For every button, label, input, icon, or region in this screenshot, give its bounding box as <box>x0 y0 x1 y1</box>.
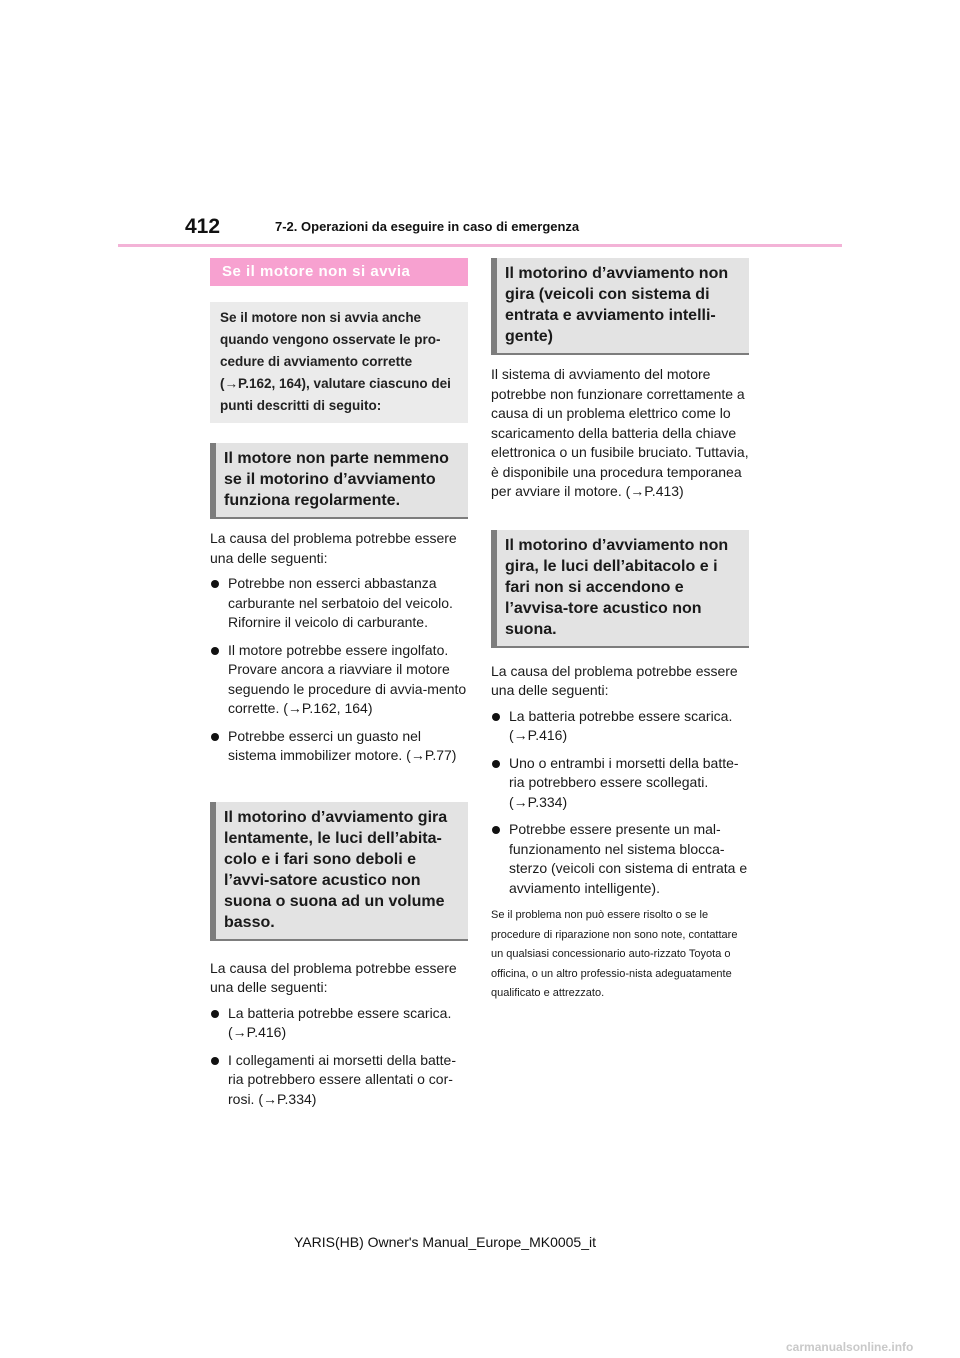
section-header: 7-2. Operazioni da eseguire in caso di emergenza <box>275 219 580 234</box>
bullet-icon <box>211 1057 219 1065</box>
intro-box: Se il motore non si avvia anche quando vengono osservate le pro-cedure di avviamento corrette (→P.162, 164), valutare ciascuno dei punti descritti di seguito: <box>210 302 468 423</box>
list-item: Potrebbe essere presente un mal-funzionamento nel sistema blocca-sterzo (veicoli con sistema di entrata e avviamento intelligente). <box>491 820 749 898</box>
bullet-icon <box>211 580 219 588</box>
bullet-icon <box>492 826 500 834</box>
list-item: La batteria potrebbe essere scarica. (→P.416) <box>210 1004 468 1043</box>
s1-lead: La causa del problema potrebbe essere una delle seguenti: <box>210 530 457 566</box>
s1-bullet-list <box>210 574 468 766</box>
s4-bullet-list <box>491 707 749 899</box>
list-item: Potrebbe esserci un guasto nel sistema immobilizer motore. (→P.77) <box>210 727 468 766</box>
s4-lead: La causa del problema potrebbe essere una delle seguenti: <box>491 662 738 698</box>
list-item: Uno o entrambi i morsetti della batte-ria potrebbero essere scollegati. (→P.334) <box>491 754 749 813</box>
s2-bullet-list <box>210 1004 468 1110</box>
right-column <box>491 258 749 1004</box>
bullet-icon <box>211 1010 219 1018</box>
bullet-icon <box>211 733 219 741</box>
bullet-icon <box>492 713 500 721</box>
heading-engine-not-starting: Il motore non parte nemmeno se il motorino d’avviamento funziona regolarmente. <box>210 443 468 519</box>
bullet-icon <box>211 647 219 655</box>
left-column <box>210 258 468 1117</box>
watermark: carmanualsonline.info <box>786 1340 914 1354</box>
s2-lead: La causa del problema potrebbe essere una delle seguenti: <box>210 959 457 995</box>
heading-starter-slow: Il motorino d’avviamento gira lentamente, le luci dell’abita-colo e i fari sono deboli e l’avvi-satore acustico non suona o suona ad un volume basso. <box>210 802 468 941</box>
main-title: Se il motore non si avvia <box>210 258 468 286</box>
page-number: 412 <box>185 215 221 238</box>
bullet-icon <box>492 760 500 768</box>
list-item: Il motore potrebbe essere ingolfato. Provare ancora a riavviare il motore seguendo le procedure di avvia-mento corrette. (→P.162, 164) <box>210 641 468 719</box>
list-item: I collegamenti ai morsetti della batte-ria potrebbero essere allentati o cor-rosi. (→P.334) <box>210 1051 468 1110</box>
service-note: Se il problema non può essere risolto o se le procedure di riparazione non sono note, contattare un qualsiasi concessionario auto-rizzato Toyota o officina, o un altro professio-nista adeguatamente qualificato e attrezzato. <box>491 909 738 999</box>
footer-manual-id: YARIS(HB) Owner's Manual_Europe_MK0005_it <box>294 1234 596 1250</box>
s3-body: Il sistema di avviamento del motore potrebbe non funzionare correttamente a causa di un problema elettrico come lo scaricamento della batteria della chiave elettronica o un fusibile bruciato. Tuttavia, è disponibile una procedura temporanea per avviare il motore. (→P.413) <box>491 366 749 499</box>
list-item: La batteria potrebbe essere scarica. (→P.416) <box>491 707 749 746</box>
list-item: Potrebbe non esserci abbastanza carburante nel serbatoio del veicolo. Rifornire il veicolo di carburante. <box>210 574 468 633</box>
header-divider <box>118 244 842 247</box>
heading-starter-not-turning-smart: Il motorino d’avviamento non gira (veicoli con sistema di entrata e avviamento intelli-gente) <box>491 258 749 355</box>
heading-starter-lights-horn-off: Il motorino d’avviamento non gira, le luci dell’abitacolo e i fari non si accendono e l’avvisa-tore acustico non suona. <box>491 530 749 648</box>
